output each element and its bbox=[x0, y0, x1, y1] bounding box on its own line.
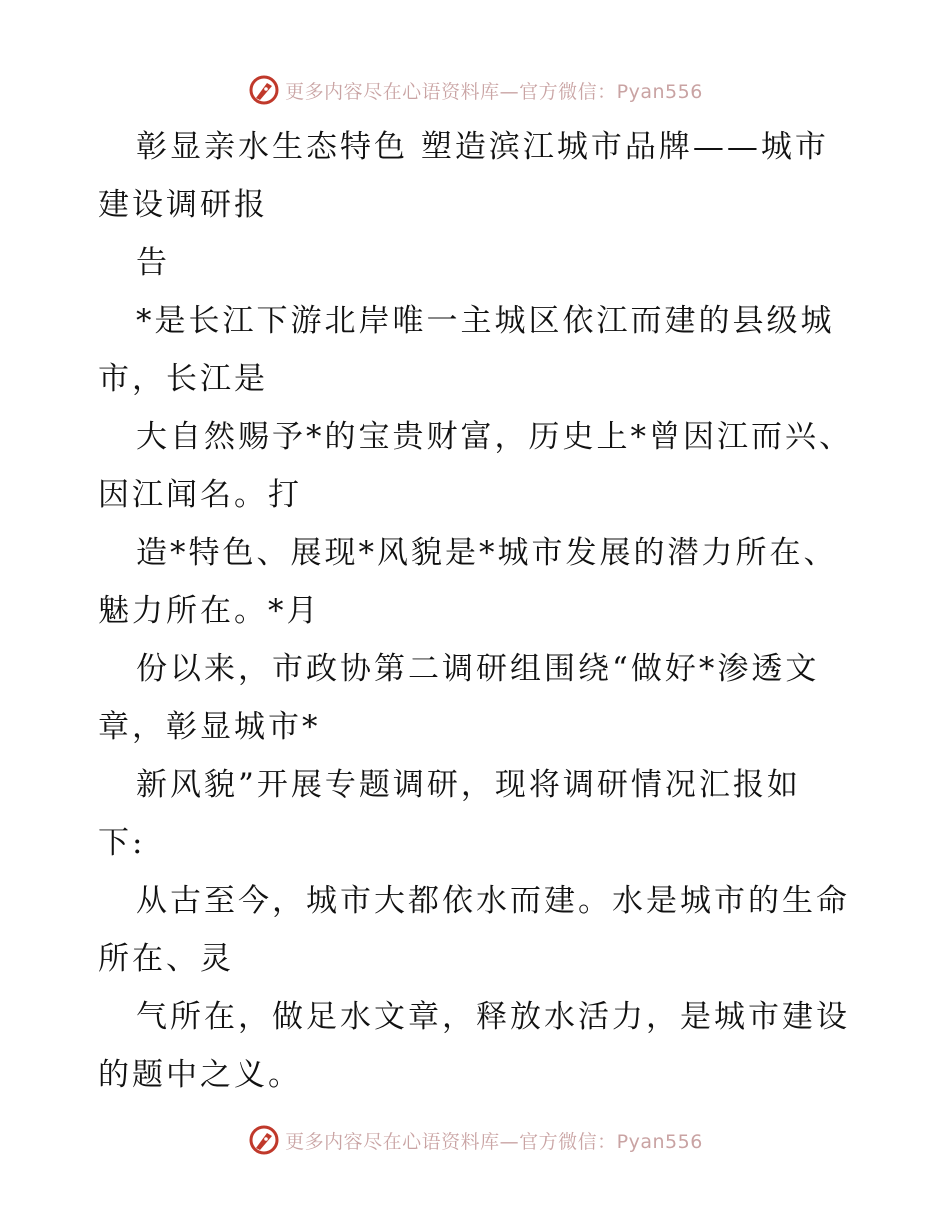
paragraph-line: 因江闻名。打 bbox=[98, 477, 302, 513]
paragraph-line: *是长江下游北岸唯一主城区依江而建的县级城 bbox=[136, 303, 835, 339]
paragraph-line: 魅力所在。*月 bbox=[98, 593, 321, 629]
document-title-line-3: 告 bbox=[136, 245, 170, 281]
paragraph-line: 下: bbox=[98, 825, 146, 861]
paragraph-line: 份以来，市政协第二调研组围绕“做好*渗透文 bbox=[136, 651, 820, 687]
paragraph-line: 大自然赐予*的宝贵财富，历史上*曾因江而兴、 bbox=[136, 419, 853, 455]
paragraph-line: 气所在，做足水文章，释放水活力，是城市建设 bbox=[136, 999, 850, 1035]
paragraph-line: 从古至今，城市大都依水而建。水是城市的生命 bbox=[136, 883, 850, 919]
paragraph-line: 章，彰显城市* bbox=[98, 709, 321, 745]
document-body bbox=[98, 118, 858, 1104]
paragraph-line: 造*特色、展现*风貌是*城市发展的潜力所在、 bbox=[136, 535, 838, 571]
footer-banner-text: 更多内容尽在心语资料库—官方微信：Pyan556 bbox=[285, 1130, 703, 1153]
pen-nib-circle-icon bbox=[247, 73, 281, 107]
paragraph-line: 所在、灵 bbox=[98, 941, 234, 977]
pen-nib-circle-icon bbox=[247, 1123, 281, 1157]
document-title-line-2: 建设调研报 bbox=[98, 187, 268, 223]
paragraph-line: 的题中之义。 bbox=[98, 1057, 302, 1093]
header-banner-text: 更多内容尽在心语资料库—官方微信：Pyan556 bbox=[285, 80, 703, 103]
document-title-line-1: 彰显亲水生态特色 塑造滨江城市品牌——城市 bbox=[136, 129, 829, 165]
paragraph-line: 新风貌”开展专题调研，现将调研情况汇报如 bbox=[136, 767, 801, 803]
paragraph-line: 市，长江是 bbox=[98, 361, 268, 397]
header-banner bbox=[0, 70, 950, 110]
footer-banner bbox=[0, 1120, 950, 1160]
